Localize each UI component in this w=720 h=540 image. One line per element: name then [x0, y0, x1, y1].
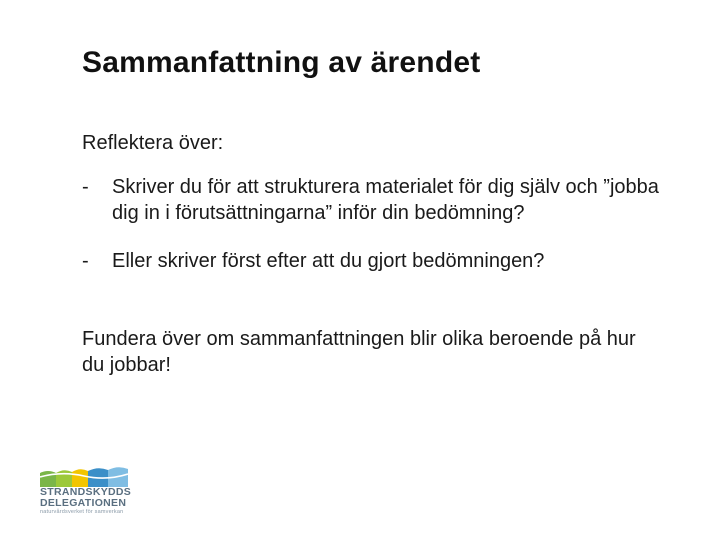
- bullet-marker: -: [82, 250, 89, 272]
- bullet-item: [82, 174, 662, 226]
- strandskyddsdelegationen-logo: [40, 465, 140, 525]
- bullet-item: [82, 248, 662, 274]
- slide-body: [82, 130, 662, 378]
- slide-title: Sammanfattning av ärendet: [82, 46, 481, 79]
- bullet-text: Eller skriver först efter att du gjort bedömningen?: [112, 250, 545, 272]
- bullet-marker: -: [82, 176, 89, 198]
- intro-text: Reflektera över:: [82, 132, 224, 154]
- closing-text: Fundera över om sammanfattningen blir olika beroende på hur du jobbar!: [82, 328, 636, 376]
- wave-logo-icon: [40, 465, 130, 487]
- logo-text-line3: naturvårdsverket för samverkan: [40, 509, 124, 515]
- logo-text-line2: DELEGATIONEN: [40, 497, 127, 509]
- logo-text-line1: STRANDSKYDDS: [40, 486, 132, 498]
- bullet-text: Skriver du för att strukturera materialet för dig själv och ”jobba dig in i förutsättningarna” inför din bedömning?: [112, 176, 659, 224]
